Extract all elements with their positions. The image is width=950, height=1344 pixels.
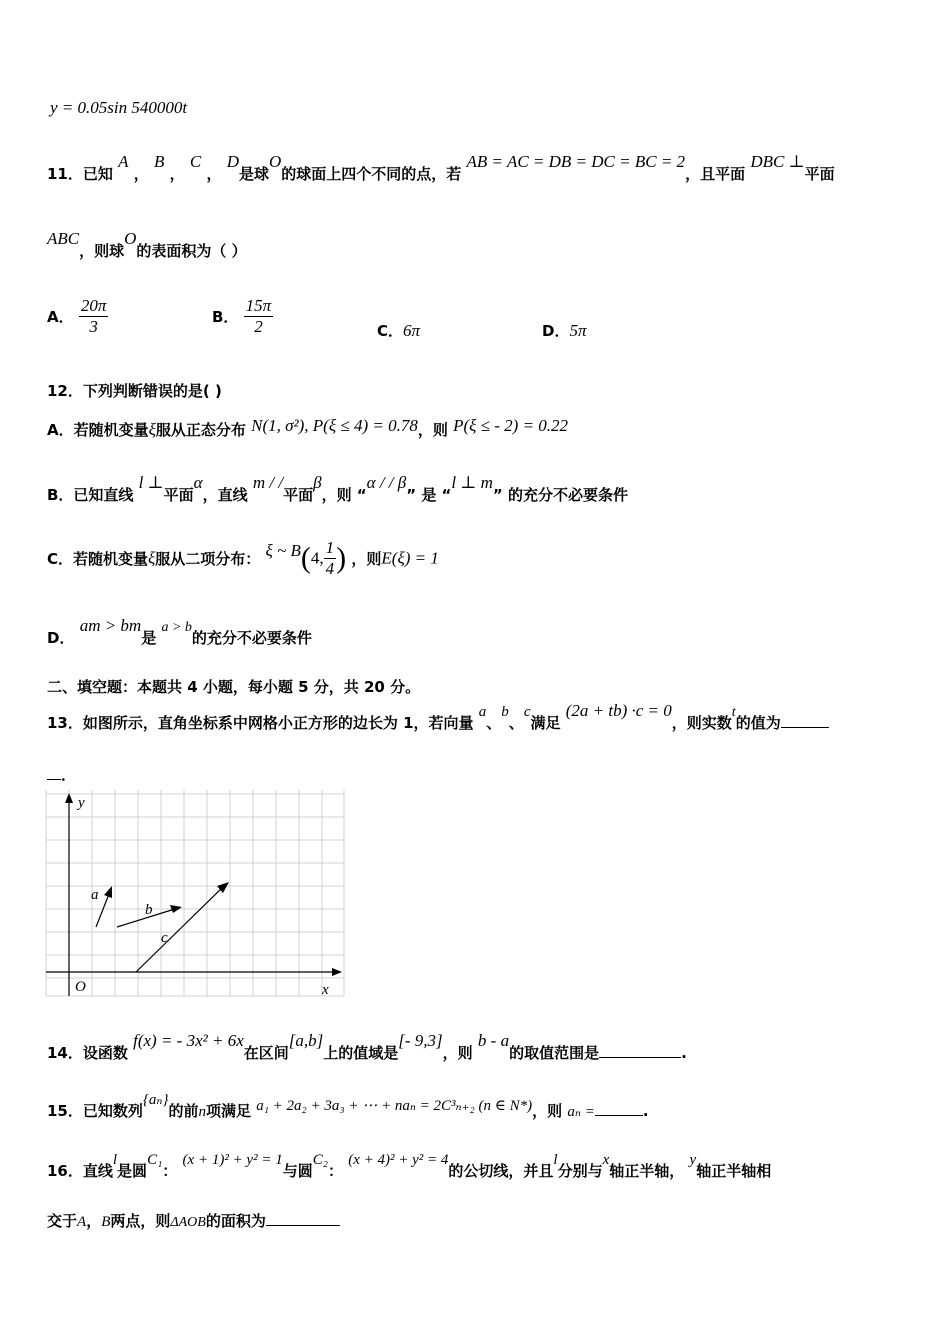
q11-option-a[interactable]: A． $\frac{20\pi}{3}$ (47, 296, 107, 336)
q11-option-d[interactable]: D．5π (542, 321, 587, 340)
q13-line1: 13．如图所示，直角坐标系中网格小正方形的边长为 1，若向量 a、b、c满足 (2a + tb) ·c = 0，则实数t的值为 (47, 712, 829, 733)
answer-blank[interactable] (595, 1115, 643, 1116)
q11-line2: ABC，则球O的表面积为（ ） (47, 229, 247, 260)
origin-label: O (75, 979, 86, 995)
answer-blank[interactable] (266, 1225, 340, 1226)
q12-option-c[interactable]: C．若随机变量ξ服从二项分布： ξ ~ B(4, $\frac{1}{4}$ ) ，则E(ξ) = 1 (47, 538, 439, 578)
q12-option-a[interactable]: A．若随机变量ξ服从正态分布 N(1, σ²), P(ξ ≤ 4) = 0.78，则 P(ξ ≤ - 2) = 0.22 (47, 416, 569, 439)
x-axis-label: x (322, 982, 329, 998)
q14-line: 14．设函数 f(x) = - 3x² + 6x在区间[a,b]上的值域是[- 9,3]，则 b - a的取值范围是 . (47, 1031, 687, 1062)
x-axis-arrow-icon (332, 968, 342, 976)
q12-option-d[interactable]: D． am > bm是 a > b的充分不必要条件 (47, 616, 312, 647)
vector-a-arrowhead (104, 886, 112, 898)
q16-line1: 16．直线l是圆C₁： (x + 1)² + y² = 1与圆C₂： (x + 4)² + y² = 4的公切线，并且l分别与x轴正半轴， y轴正半轴相 (47, 1152, 772, 1180)
q12-title: 12．下列判断错误的是( ) (47, 382, 222, 400)
q11-option-c[interactable]: C．6π (377, 321, 421, 340)
top-formula: y = 0.05sin 540000t (50, 98, 188, 117)
answer-blank[interactable] (781, 727, 829, 728)
vector-c (136, 885, 225, 972)
y-axis-label: y (78, 795, 85, 811)
right-paren: ) (336, 541, 347, 575)
q11-option-b[interactable]: B． $\frac{15\pi}{2}$ (212, 296, 272, 336)
q16-line2: 交于A，B两点，则ΔAOB的面积为 (47, 1210, 340, 1231)
fraction: $\frac{20\pi}{3}$ (80, 296, 107, 336)
q15-line: 15．已知数列{aₙ}的前n项满足 a₁ + 2a₂ + 3a₃ + ⋯ + naₙ = 2C³ₙ₊₂ (n ∈ N*)，则 aₙ = . (47, 1092, 649, 1120)
fraction: $\frac{15\pi}{2}$ (245, 296, 272, 336)
q11-line1: 11．已知 A ， B ， C ， D是球O的球面上四个不同的点，若 AB = AC = DB = DC = BC = 2，且平面 DBC ⊥平面 (47, 152, 835, 183)
vector-c-label: c (161, 930, 168, 946)
q13-grid-figure (44, 790, 348, 1002)
fraction: $\frac{1}{4}$ (325, 538, 335, 578)
section-heading: 二、填空题：本题共 4 小题，每小题 5 分，共 20 分。 (47, 678, 421, 696)
vector-b-label: b (145, 902, 153, 918)
q13-line2: ． (47, 764, 76, 785)
answer-blank-cont[interactable] (47, 779, 61, 780)
q12-option-b[interactable]: B．已知直线 l ⊥平面α，直线 m / /平面β，则 “α / / β” 是 “l ⊥ m” 的充分不必要条件 (47, 473, 629, 504)
answer-blank[interactable] (599, 1057, 681, 1058)
left-paren: ( (300, 541, 311, 575)
vector-a-label: a (91, 887, 99, 903)
